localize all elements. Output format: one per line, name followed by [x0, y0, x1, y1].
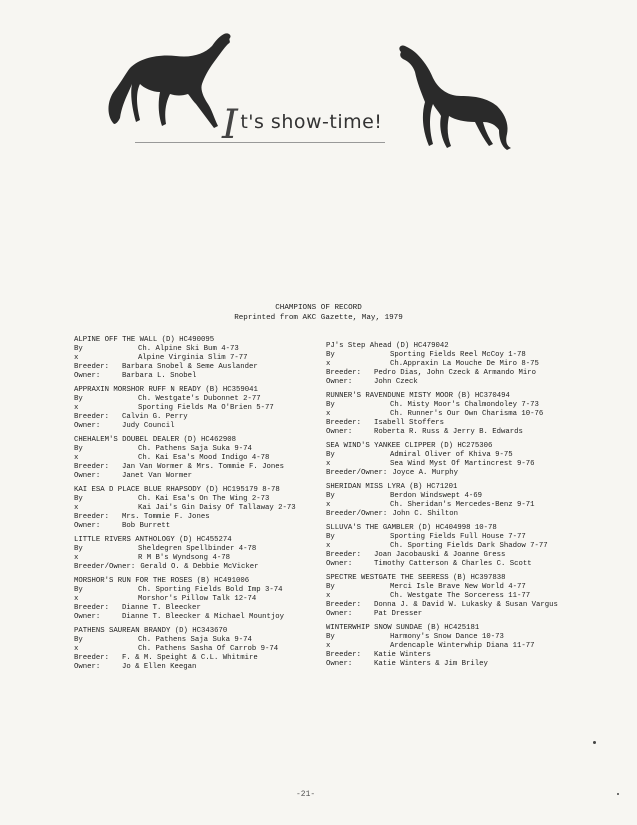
row-value: Harmony's Snow Dance 10-73	[390, 632, 504, 641]
row-value: Sporting Fields Reel McCoy 1-78	[390, 351, 526, 360]
champion-entry	[74, 577, 326, 622]
champion-name: KAI ESA D PLACE BLUE RHAPSODY (D) HC195179 8-78	[74, 485, 280, 494]
entry-row	[326, 633, 588, 642]
entry-row	[74, 472, 326, 481]
row-label: x	[74, 454, 79, 463]
row-value: Ch. Pathens Sasha Of Carrob 9-74	[138, 644, 279, 653]
row-value: Mrs. Tommie F. Jones	[122, 513, 210, 522]
entry-row	[326, 410, 588, 419]
entry-row	[326, 501, 588, 510]
row-value: Ch. Alpine Ski Bum 4-73	[138, 345, 239, 354]
row-value: Gerald O. & Debbie McVicker	[140, 563, 259, 572]
row-label: Owner:	[74, 522, 101, 531]
row-value: Ardencaple Winterwhip Diana 11-77	[390, 641, 535, 650]
row-label: By	[74, 445, 83, 454]
row-label: Breeder:	[326, 650, 362, 659]
title-initial: I	[222, 102, 239, 148]
heading-title: CHAMPIONS OF RECORD	[275, 304, 362, 312]
entry-row	[74, 413, 326, 422]
row-value: Ch. Kai Esa's On The Wing 2-73	[138, 495, 270, 503]
row-label: Breeder/Owner:	[326, 510, 388, 519]
entry-row	[326, 401, 588, 410]
row-label: Breeder:	[74, 654, 110, 662]
row-label: x	[74, 354, 79, 363]
entry-row	[74, 636, 326, 645]
entry-row	[326, 351, 588, 360]
entry-row	[326, 510, 588, 519]
row-value: Ch. Pathens Saja Suka 9-74	[138, 445, 252, 454]
entry-row	[326, 533, 588, 542]
scan-speck	[617, 793, 619, 795]
row-label: x	[74, 504, 79, 513]
row-label: By	[74, 544, 83, 553]
entry-row	[74, 345, 326, 354]
row-label: By	[326, 401, 335, 410]
row-value: Pat Dresser	[374, 610, 423, 619]
entry-row	[74, 463, 326, 472]
row-label: x	[326, 501, 331, 509]
entry-row	[74, 422, 326, 431]
row-label: Owner:	[74, 613, 101, 622]
row-value: John C. Shilton	[392, 510, 458, 519]
entry-row	[326, 460, 588, 469]
champion-entry	[326, 442, 588, 478]
entry-row	[74, 545, 326, 554]
entry-row	[74, 554, 326, 563]
row-label: By	[326, 351, 335, 360]
champion-name: SEA WIND'S YANKEE CLIPPER (D) HC275306	[326, 441, 493, 450]
row-label: By	[74, 635, 83, 644]
row-value: Barbara L. Snobel	[122, 372, 197, 381]
row-value: Ch. Pathens Saja Suka 9-74	[138, 635, 252, 644]
champion-name: SPECTRE WESTGATE THE SEERESS (B) HC397838	[326, 573, 506, 582]
entry-row	[74, 595, 326, 604]
row-label: Owner:	[326, 378, 353, 387]
champion-entry	[326, 342, 588, 387]
row-value: Pedro Dias, John Czeck & Armando Miro	[374, 369, 537, 378]
entry-row	[326, 560, 588, 569]
entry-row	[74, 645, 326, 654]
row-value: R M B's Wyndsong 4-78	[138, 554, 230, 563]
champion-name: CHEHALEM'S DOUBEL DEALER (D) HC462908	[74, 435, 237, 444]
entry-row	[74, 563, 326, 572]
left-column	[74, 336, 326, 677]
entry-row	[326, 378, 588, 387]
champion-entry	[74, 336, 326, 381]
row-label: x	[326, 641, 331, 650]
row-label: Breeder:	[74, 363, 110, 372]
entry-row	[74, 586, 326, 595]
show-time-title	[222, 92, 383, 148]
whippet-left-illustration	[100, 28, 240, 138]
entry-row	[74, 363, 326, 372]
entry-row	[74, 604, 326, 613]
row-label: x	[74, 644, 79, 653]
row-value: F. & M. Speight & C.L. Whitmire	[122, 654, 258, 662]
entry-row	[74, 654, 326, 663]
row-label: Owner:	[326, 610, 353, 619]
row-value: Donna J. & David W. Lukasky & Susan Vargus	[374, 600, 558, 609]
champion-name: WINTERWHIP SNOW SUNDAE (B) HC425181	[326, 623, 480, 632]
row-label: By	[74, 495, 83, 503]
entry-row	[326, 660, 588, 669]
champion-name: ALPINE OFF THE WALL (D) HC490095	[74, 336, 215, 344]
row-label: Breeder:	[326, 550, 362, 559]
row-label: Breeder/Owner:	[74, 563, 136, 572]
row-value: Alpine Virginia Slim 7-77	[138, 354, 248, 363]
champion-entry	[326, 624, 588, 669]
row-value: Ch. Sporting Fields Bold Imp 3-74	[138, 585, 283, 594]
champion-name: SLLUVA'S THE GAMBLER (D) HC404998 10-78	[326, 523, 497, 532]
champion-entry	[74, 627, 326, 672]
entry-row	[326, 642, 588, 651]
row-value: Morshor's Pillow Talk 12-74	[138, 594, 257, 603]
row-label: Owner:	[74, 372, 101, 381]
page-number: -21-	[296, 790, 316, 799]
row-value: Sheldegren Spellbinder 4-78	[138, 544, 257, 553]
row-label: Breeder:	[326, 369, 362, 378]
champion-entry	[326, 392, 588, 437]
entry-row	[74, 404, 326, 413]
row-value: Ch.Appraxin La Mouche De Miro 8-75	[390, 360, 539, 369]
row-value: Bob Burrett	[122, 522, 171, 531]
champion-name: SHERIDAN MISS LYRA (B) HC71201	[326, 482, 458, 491]
heading-source: Reprinted from AKC Gazette, May, 1979	[234, 314, 403, 322]
row-label: Owner:	[326, 428, 353, 437]
row-value: Ch. Sheridan's Mercedes-Benz 9-71	[390, 501, 535, 509]
entry-row	[326, 610, 588, 619]
row-label: By	[74, 345, 83, 354]
row-value: John Czeck	[374, 378, 418, 387]
entry-row	[326, 592, 588, 601]
entry-row	[326, 428, 588, 437]
entry-row	[74, 395, 326, 404]
champion-name: RUNNER'S RAVENDUNE MISTY MOOR (B) HC370494	[326, 391, 510, 400]
entry-row	[326, 369, 588, 378]
row-label: x	[74, 594, 79, 603]
row-label: By	[326, 632, 335, 641]
entry-row	[74, 354, 326, 363]
row-value: Ch. Westgate The Sorceress 11-77	[390, 591, 531, 600]
row-value: Ch. Westgate's Dubonnet 2-77	[138, 395, 261, 404]
row-value: Berdon Windswept 4-69	[390, 491, 482, 500]
row-label: Breeder:	[74, 513, 110, 522]
row-label: Breeder:	[326, 419, 362, 428]
entry-row	[326, 551, 588, 560]
row-label: Owner:	[74, 422, 101, 431]
row-label: Breeder:	[326, 600, 362, 609]
champion-entry	[74, 436, 326, 481]
row-value: Sporting Fields Ma O'Brien 5-77	[138, 404, 274, 413]
champion-entry	[326, 574, 588, 619]
entry-row	[326, 451, 588, 460]
row-value: Kai Jai's Gin Daisy Of Tallaway 2-73	[138, 504, 296, 513]
entry-row	[74, 454, 326, 463]
entry-row	[326, 542, 588, 551]
row-value: Ch. Misty Moor's Chalmondoley 7-73	[390, 401, 539, 410]
champion-entry	[326, 524, 588, 569]
champion-name: PJ's Step Ahead (D) HC479042	[326, 342, 449, 350]
row-label: x	[74, 404, 79, 413]
title-text: t's show-time!	[240, 111, 383, 133]
row-label: x	[326, 460, 331, 469]
entry-row	[74, 495, 326, 504]
entry-row	[326, 651, 588, 660]
entry-row	[74, 504, 326, 513]
row-label: Owner:	[74, 472, 101, 481]
row-value: Ch. Runner's Our Own Charisma 10-76	[390, 410, 544, 419]
row-value: Joyce A. Murphy	[392, 469, 458, 478]
champion-name: APPRAXIN MORSHOR RUFF N READY (B) HC359041	[74, 385, 258, 394]
entry-row	[74, 445, 326, 454]
row-label: Breeder:	[74, 604, 110, 613]
entry-row	[326, 583, 588, 592]
entry-row	[326, 419, 588, 428]
champion-entry	[74, 386, 326, 431]
row-label: By	[326, 582, 335, 591]
row-value: Sporting Fields Full House 7-77	[390, 532, 526, 541]
row-value: Katie Winters	[374, 650, 431, 659]
row-value: Calvin G. Perry	[122, 413, 188, 422]
row-label: x	[74, 554, 79, 563]
row-value: Merci Isle Brave New World 4-77	[390, 582, 526, 591]
article-heading	[0, 303, 637, 323]
champion-name: MORSHOR'S RUN FOR THE ROSES (B) HC491006	[74, 576, 250, 585]
row-label: Owner:	[74, 663, 101, 672]
champion-entry	[326, 483, 588, 519]
entry-row	[74, 372, 326, 381]
right-column	[326, 342, 588, 674]
row-value: Sea Wind Myst Of Martincrest 9-76	[390, 460, 535, 469]
row-label: Breeder/Owner:	[326, 469, 388, 478]
row-value: Dianne T. Bleecker & Michael Mountjoy	[122, 613, 285, 622]
row-label: x	[326, 541, 331, 550]
row-label: Owner:	[326, 660, 353, 668]
row-label: By	[326, 491, 335, 500]
title-underline	[135, 142, 385, 143]
row-label: x	[326, 410, 331, 419]
whippet-right-illustration	[395, 38, 520, 153]
row-label: x	[326, 360, 331, 369]
row-value: Ch. Sporting Fields Dark Shadow 7-77	[390, 541, 548, 550]
entry-row	[326, 469, 588, 478]
row-value: Katie Winters & Jim Briley	[374, 660, 488, 668]
entry-row	[326, 492, 588, 501]
entry-row	[326, 360, 588, 369]
row-label: x	[326, 591, 331, 600]
champion-entry	[74, 536, 326, 572]
entry-row	[326, 601, 588, 610]
row-value: Isabell Stoffers	[374, 419, 445, 428]
entry-row	[74, 522, 326, 531]
row-label: By	[326, 532, 335, 541]
row-value: Judy Council	[122, 422, 175, 431]
entry-row	[74, 513, 326, 522]
row-value: Jo & Ellen Keegan	[122, 663, 197, 672]
row-label: By	[326, 451, 335, 460]
row-value: Ch. Kai Esa's Mood Indigo 4-78	[138, 454, 270, 463]
row-label: By	[74, 395, 83, 404]
row-label: By	[74, 585, 83, 594]
row-value: Jan Van Wormer & Mrs. Tommie F. Jones	[122, 463, 285, 472]
row-label: Owner:	[326, 560, 353, 569]
entry-row	[74, 663, 326, 672]
champion-entry	[74, 486, 326, 531]
row-value: Barbara Snobel & Seme Auslander	[122, 363, 258, 372]
champion-name: LITTLE RIVERS ANTHOLOGY (D) HC455274	[74, 535, 232, 544]
row-value: Joan Jacobauski & Joanne Gress	[374, 550, 506, 559]
row-value: Admiral Oliver of Khiva 9-75	[390, 451, 513, 460]
row-value: Timothy Catterson & Charles C. Scott	[374, 560, 532, 569]
row-value: Janet Van Wormer	[122, 472, 193, 481]
row-label: Breeder:	[74, 463, 110, 472]
row-value: Dianne T. Bleecker	[122, 604, 201, 613]
entry-row	[74, 613, 326, 622]
champion-name: PATHENS SAUREAN BRANDY (D) HC343670	[74, 626, 228, 635]
scan-speck	[593, 741, 596, 744]
row-value: Roberta R. Russ & Jerry B. Edwards	[374, 428, 523, 437]
row-label: Breeder:	[74, 413, 110, 422]
